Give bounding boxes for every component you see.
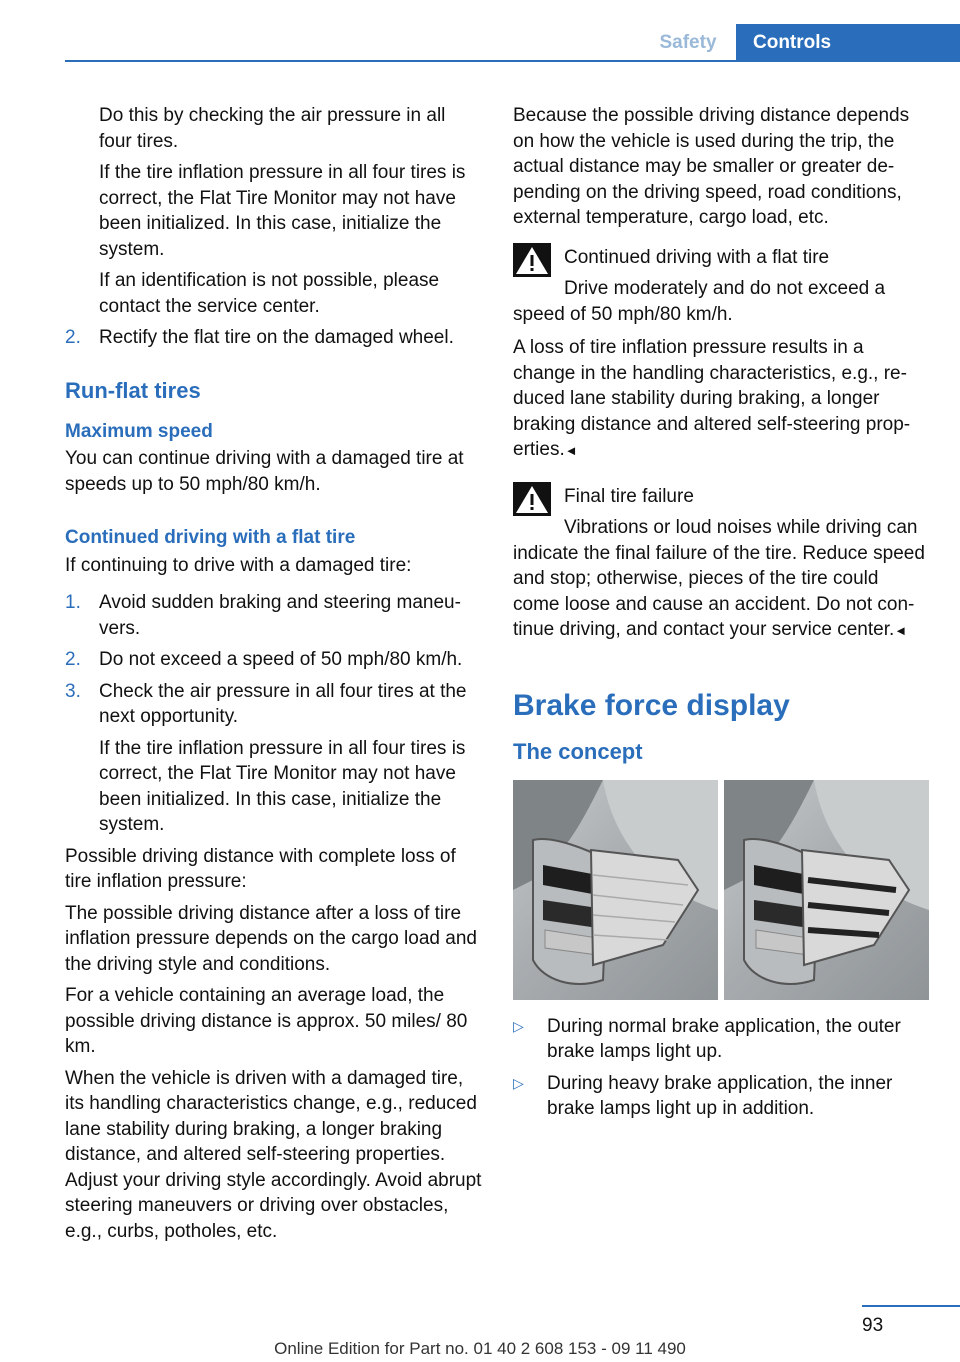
paragraph-distance-depends: The possible driving distance after a loss of tire inflation pressure depends on the cargo load and the driving style and conditions.	[65, 902, 477, 975]
bullet-icon: ▷	[513, 1017, 524, 1034]
list-item	[513, 1014, 929, 1065]
list-extra-text: If the tire inflation pressure in all four tires is correct, the Flat Tire Monitor may not have been initialized. In this case, initialize the system.	[99, 737, 466, 835]
paragraph-contact-service: If an identification is not possible, please contact the service center.	[99, 270, 440, 317]
list-number: 2.	[65, 649, 81, 670]
paragraph-average-load: For a vehicle containing an average load, the possible driving distance is approx. 50 miles/ 80 km.	[65, 985, 468, 1057]
footer-rule	[862, 1305, 960, 1307]
warning-text: Drive moderately and do not exceed a speed of 50 mph/80 km/h.	[513, 278, 886, 325]
list-body	[99, 679, 483, 838]
list-item	[513, 1071, 929, 1122]
warning-icon	[513, 482, 551, 516]
list-item	[65, 647, 483, 673]
list-number: 2.	[65, 327, 81, 348]
list-text: During normal brake application, the outer brake lamps light up.	[547, 1015, 901, 1062]
brake-lamp-images	[513, 780, 929, 1000]
warning-continued-driving	[513, 241, 929, 328]
list-item	[65, 679, 483, 838]
right-column	[513, 103, 929, 1128]
subheading-maximum-speed: Maximum speed	[65, 420, 213, 442]
list-text: Do not exceed a speed of 50 mph/80 km/h.	[99, 649, 463, 670]
warning-title: Final tire failure	[564, 485, 694, 507]
paragraph-max-speed: You can continue driving with a damaged tire at speeds up to 50 mph/80 km/h.	[65, 448, 464, 495]
tail-lamp-illustration	[724, 780, 929, 1000]
paragraph-distance-varies: Because the possible driving distance depends on how the vehicle is used during the trip, the actual distance may be smaller or greater depending on the driving speed, road conditions, external temperature, cargo load, etc.	[513, 105, 910, 228]
left-column	[65, 103, 483, 1250]
paragraph-monitor-not-initialized: If the tire inflation pressure in all four tires is correct, the Flat Tire Monitor may not have been initialized. In this case, initialize the system.	[99, 162, 466, 260]
warning-icon	[513, 243, 551, 277]
heading-brake-force-display: Brake force display	[513, 688, 790, 722]
tab-safety: Safety	[659, 32, 717, 53]
brake-lamps-heavy-image	[724, 780, 929, 1000]
tail-lamp-illustration	[513, 780, 718, 1000]
footer-edition: Online Edition for Part no. 01 40 2 608 153 - 09 11 490	[274, 1339, 686, 1358]
tab-controls: Controls	[736, 24, 960, 62]
paragraph-handling: When the vehicle is driven with a damaged tire, its handling characteristics change, e.g., reduced lane stability during braking, a longer braking distance, and altered self-steering properties. Adjust your driving style accordingly. Avoid abrupt steering maneuvers or driving over obstacles, e.g., curbs, potholes, etc.	[65, 1067, 482, 1242]
list-number: 1.	[65, 592, 81, 613]
list-number: 3.	[65, 680, 81, 702]
list-text: Avoid sudden braking and steering maneuvers.	[99, 592, 461, 639]
warning-text: Vibrations or loud noises while driving can indicate the final failure of the tire. Reduce speed and stop; otherwise, pieces of the tire could come loose and cause an accident. Do not continue driving, and contact your service center.◄	[513, 517, 925, 640]
list-text: Check the air pressure in all four tires at the next opportunity.	[99, 680, 467, 727]
heading-run-flat-tires: Run-flat tires	[65, 377, 201, 403]
heading-the-concept: The concept	[513, 738, 643, 764]
list-item	[65, 590, 483, 641]
brake-lamps-normal-image	[513, 780, 718, 1000]
list-text: Rectify the flat tire on the damaged wheel.	[99, 327, 454, 348]
paragraph-pressure-loss: A loss of tire inflation pressure results in a change in the handling characteristics, e.g., reduced lane stability during braking, a longer braking distance and altered self-steering properties.◄	[513, 337, 911, 460]
header-rule	[65, 60, 960, 62]
warning-final-failure	[513, 480, 929, 644]
page-number: 93	[862, 1315, 884, 1336]
end-mark: ◄	[564, 443, 578, 458]
warning-title: Continued driving with a flat tire	[564, 246, 830, 268]
paragraph-distance-intro: Possible driving distance with complete loss of tire inflation pressure:	[65, 845, 456, 892]
end-mark: ◄	[894, 623, 908, 638]
subheading-continued-driving: Continued driving with a flat tire	[65, 527, 356, 548]
list-text: During heavy brake application, the inner brake lamps light up in addition.	[547, 1072, 893, 1119]
bullet-icon: ▷	[513, 1074, 524, 1091]
list-item-rectify	[65, 325, 483, 351]
paragraph-check-pressure: Do this by checking the air pressure in all four tires.	[99, 105, 446, 152]
paragraph-continued-intro: If continuing to drive with a damaged tire:	[65, 554, 412, 576]
